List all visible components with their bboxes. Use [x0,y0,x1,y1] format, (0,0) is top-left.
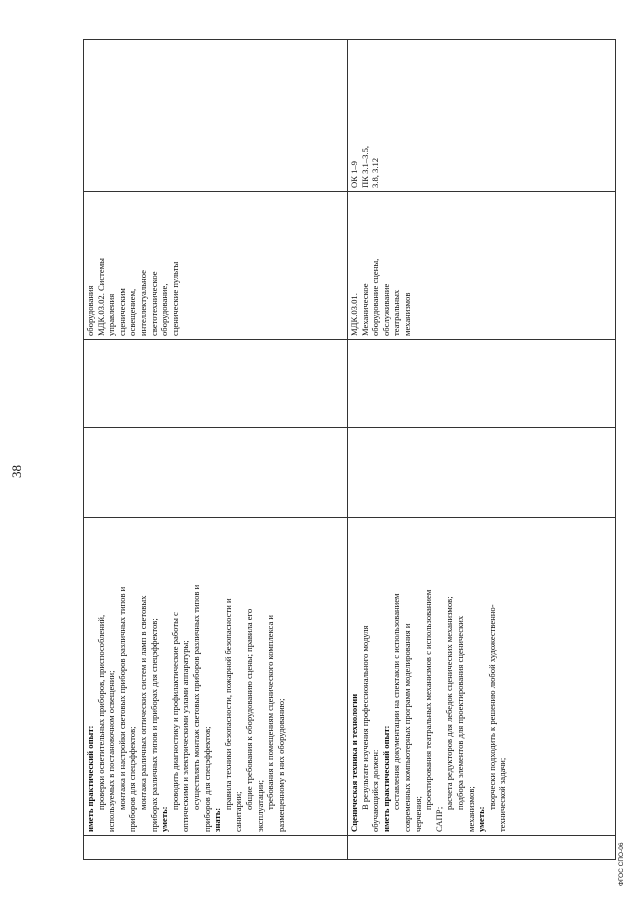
text-line: проектирования театральных механизмов с использованием [423,589,434,810]
text-line: оборудования [85,285,95,336]
requirements-cell [348,518,616,836]
index-cell [84,836,348,860]
table-row [84,40,348,860]
text-line: оптическими и электрическими узлами аппаратуры; [180,640,191,832]
text-line: общие требования к оборудованию сцены; правила его [243,608,254,810]
text-line: театральных [391,289,402,336]
text-line: монтажа различных оптических систем и ламп в световых [137,595,148,810]
text-line: 3.8, 3.12 [370,157,381,188]
text-line: иметь практический опыт: [380,725,391,832]
text-line: иметь практический опыт: [85,725,95,832]
text-line: обслуживание [380,283,391,336]
text-line: монтажа и настройки световых приборов различных типов и [116,586,127,810]
footer-code: ФГОС СПО-06 [618,842,625,886]
text-line: проводить диагностику и профилактические работы с [169,612,180,810]
text-line: оборудование сцены, [370,258,381,336]
text-line: черчения; [412,796,423,832]
text-line: уметь: [476,806,487,832]
text-line: требования к помещениям сценического комплекса и [265,614,276,810]
text-line: технической задачи; [497,757,508,832]
page-number: 38 [9,465,24,478]
text-line: сценическим [116,288,127,336]
text-line: МДК.03.02. Системы [95,258,106,336]
text-line: эксплуатации; [254,780,265,832]
hours-mandatory-cell [348,340,616,428]
text-line: творчески подходить к решению любой художественно- [486,604,497,810]
text-line: современных компьютерных программ моделирования и [401,623,412,832]
text-line: САПР; [433,806,444,832]
text-line: обучающийся должен: [370,749,381,832]
text-line: приборов для спецэффектов; [127,726,138,832]
competency-table [83,39,616,860]
text-line: правила техники безопасности, пожарной безопасности и [222,598,233,810]
text-line: уметь: [159,806,170,832]
text-line: МДК.03.01. [349,293,359,336]
text-line: приборов для спецэффектов; [201,726,212,832]
text-line: расчета редукторов для лебедок сценических механизмов; [444,596,455,810]
course-cell [84,192,348,340]
text-line: проверки осветительных приборов, приспособлений, [95,614,106,810]
text-line: осуществлять монтаж световых приборов различных типов и [190,584,201,810]
text-line: размещенному в них оборудованию; [275,698,286,832]
rotated-page [9,40,625,886]
text-line: оборудование, [159,283,170,336]
table-row [348,40,616,860]
text-line: подбора элементов для проектирования сценических [454,615,465,810]
text-line: составления документации на спектакли с использованием [391,593,402,810]
text-line: санитарии; [233,791,244,832]
competencies-cell [348,40,616,192]
text-line: знать: [212,807,223,832]
text-line: приборах различных типов и приборах для спецэффектов; [148,618,159,832]
text-line: сценические пульты [169,261,180,336]
text-line: Механическое [359,283,370,336]
hours-max-cell [348,428,616,518]
text-line: Сценическая техника и технологии [349,693,359,832]
competencies-cell [84,40,348,192]
text-line: интеллектуальное [137,270,148,336]
hours-mandatory-cell [84,340,348,428]
text-line: механизмов; [465,786,476,832]
text-line: механизмов [401,292,412,336]
text-line: светотехническое [148,271,159,336]
course-cell [348,192,616,340]
requirements-cell [84,518,348,836]
text-line: используемых в постановочном освещении; [106,670,117,832]
hours-max-cell [84,428,348,518]
text-line: ОК 1–9 [349,161,359,188]
text-line: управления [106,293,117,336]
index-cell [348,836,616,860]
text-line: ПК 3.1–3.5, [359,145,370,188]
text-line: В результате изучения профессионального модуля [359,625,370,810]
text-line: освещением, [127,288,138,336]
